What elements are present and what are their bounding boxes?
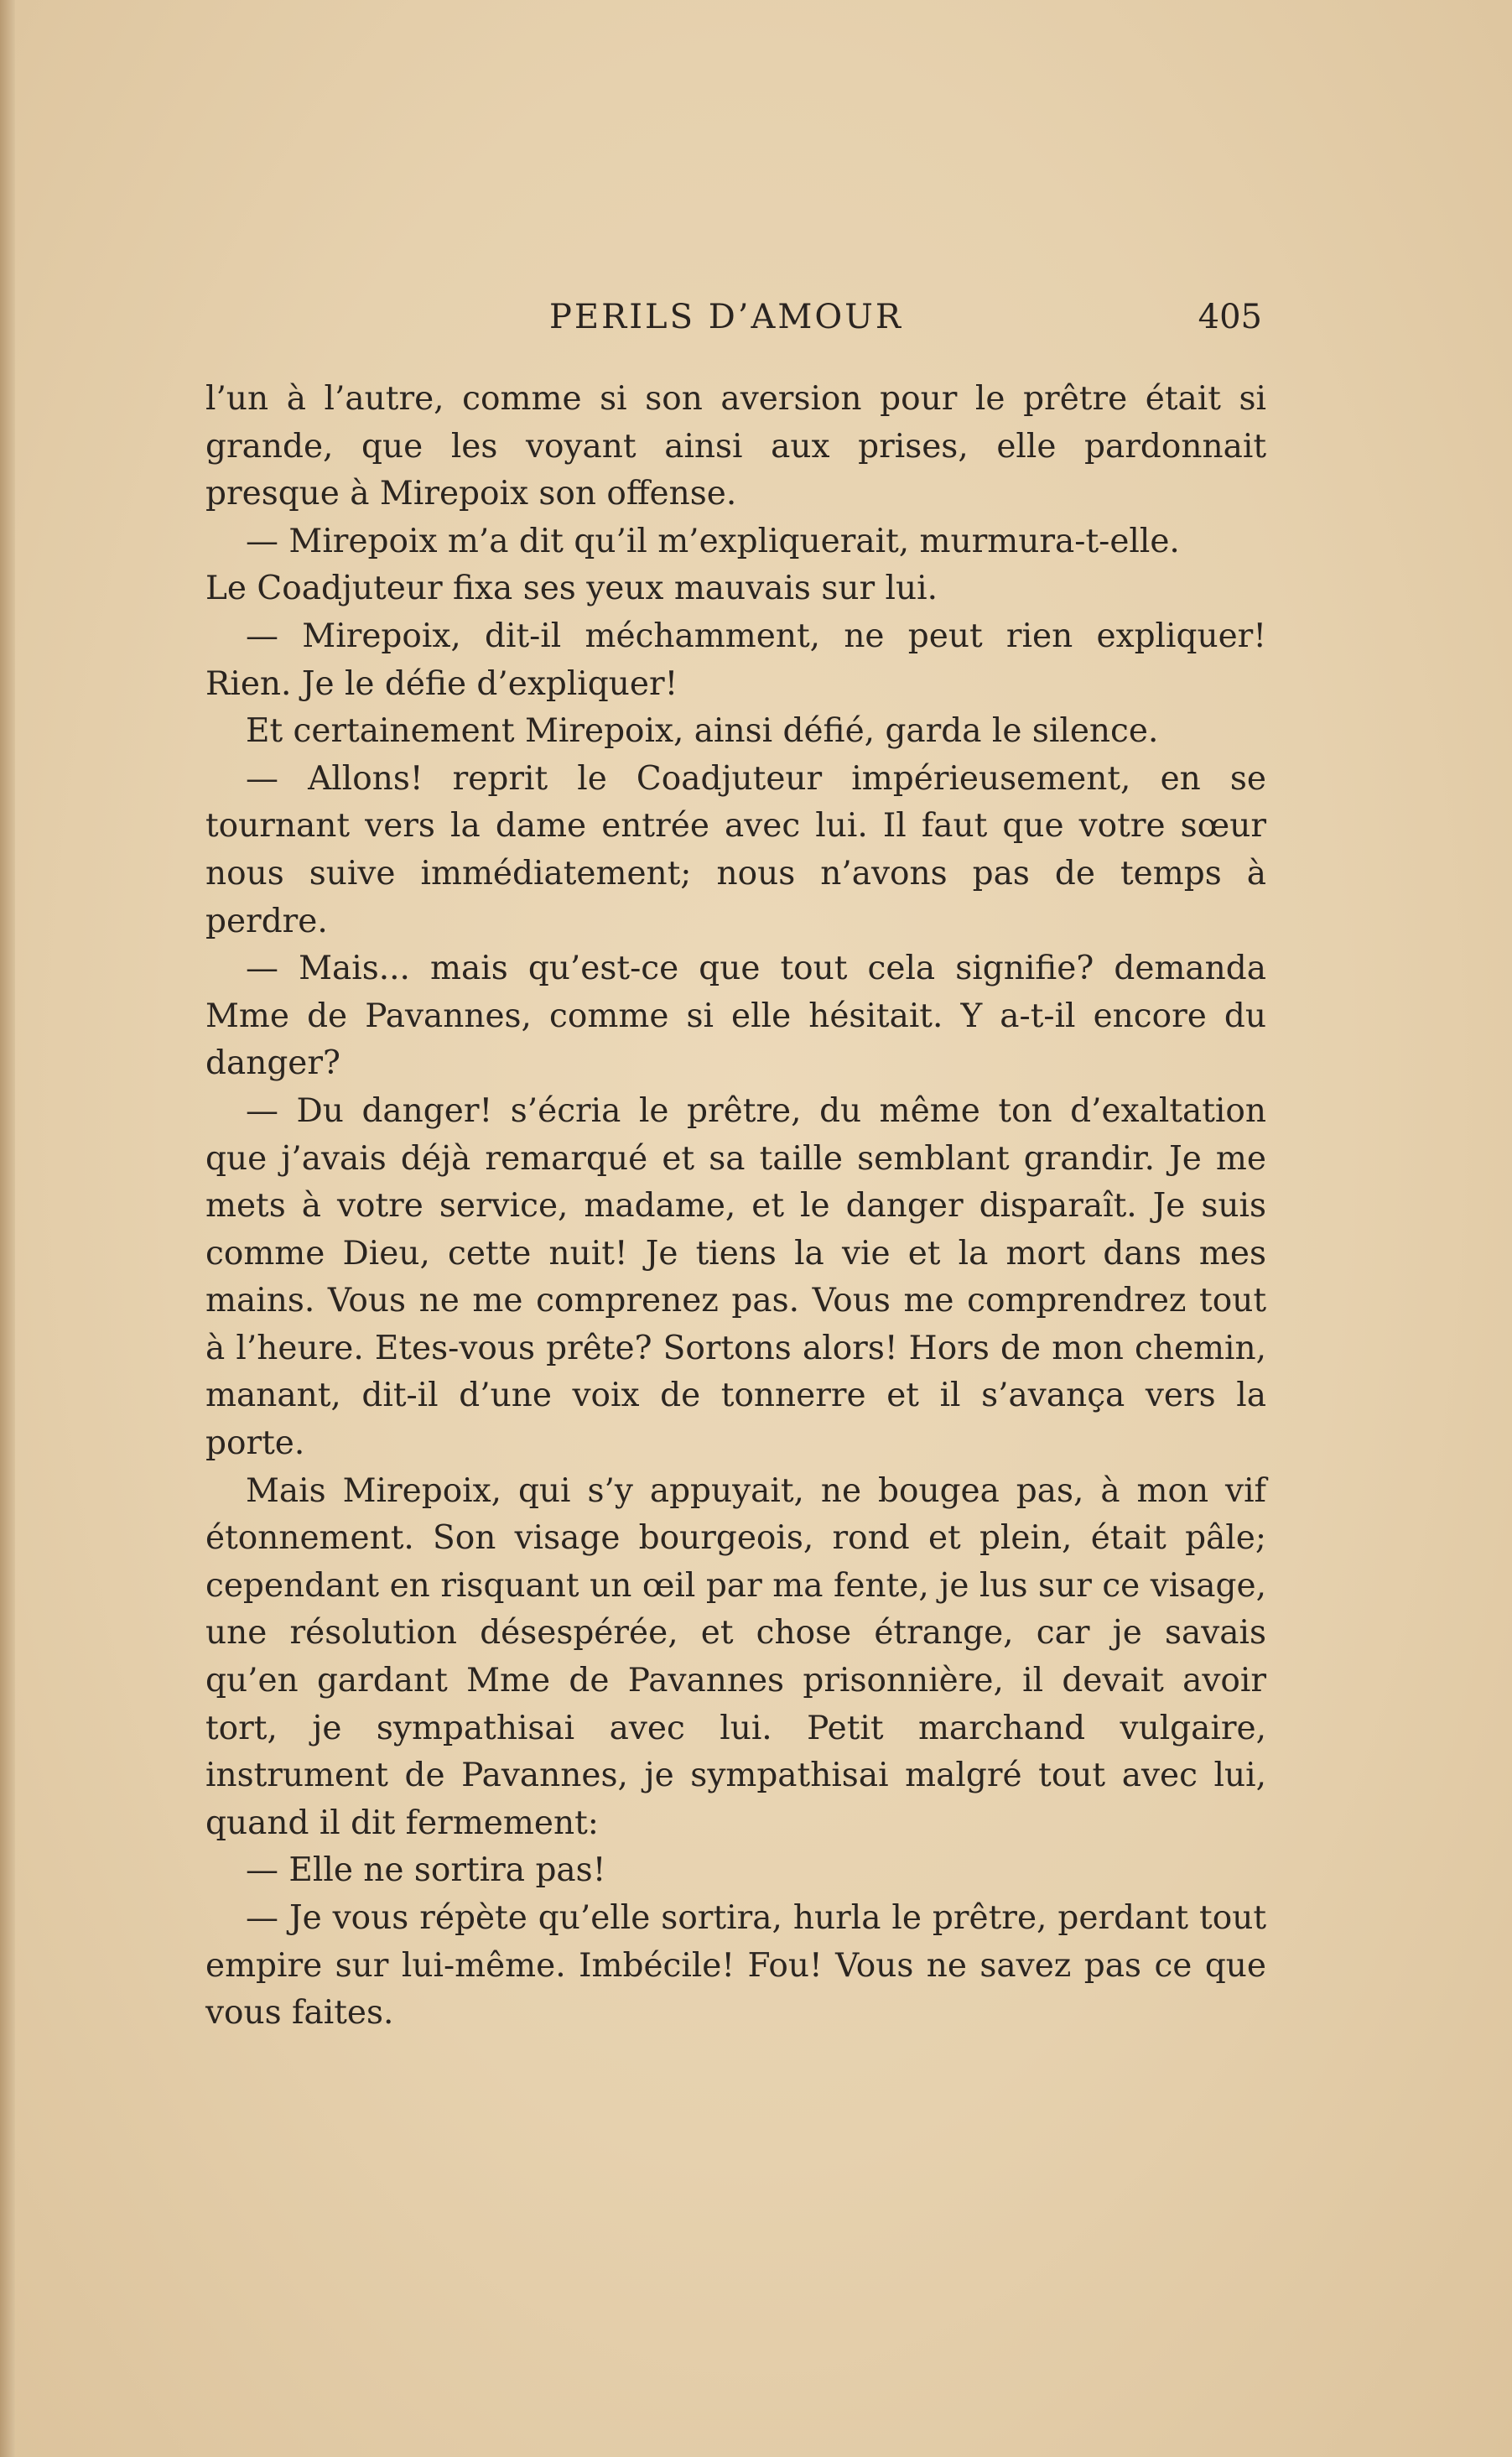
page-gutter [0, 0, 15, 2457]
paragraph: Mais Mirepoix, qui s’y appuyait, ne bougea pas, à mon vif étonnement. Son visage bourgeois, rond et plein, était pâle; cependant en risquant un œil par ma fente, je lus sur ce visage, une résolution désespérée, et chose étrange, car je savais qu’en gardant Mme de Pavannes prisonnière, il devait avoir tort, je sympathisai avec lui. Petit marchand vulgaire, instrument de Pavannes, je sympathisai malgré tout avec lui, quand il dit fermement: [205, 1471, 1266, 1842]
paragraph: — Du danger! s’écria le prêtre, du même ton d’exaltation que j’avais déjà remarqué et sa taille semblant grandir. Je me mets à votre service, madame, et le danger disparaît. Je suis comme Dieu, cette nuit! Je tiens la vie et la mort dans mes mains. Vous ne me comprenez pas. Vous me comprendrez tout à l’heure. Etes-vous prête? Sortons alors! Hors de mon chemin, manant, dit-il d’une voix de tonnerre et il s’avança vers la porte. [205, 1091, 1266, 1463]
paragraph: Et certainement Mirepoix, ainsi défié, garda le silence. [246, 712, 1159, 751]
page-number: 405 [1198, 298, 1262, 336]
running-title: PERILS D’AMOUR [549, 298, 903, 336]
page-header [205, 298, 1262, 348]
paragraph: — Elle ne sortira pas! [246, 1851, 606, 1890]
body-text [205, 376, 1266, 2038]
paragraph: — Je vous répète qu’elle sortira, hurla le prêtre, perdant tout empire sur lui-même. Imbécile! Fou! Vous ne savez pas ce que vous faites. [205, 1899, 1266, 2033]
paragraph: — Mirepoix, dit-il méchamment, ne peut rien expliquer! Rien. Je le défie d’expliquer! [205, 617, 1266, 703]
paragraph: l’un à l’autre, comme si son aversion pour le prêtre était si grande, que les voyant ainsi aux prises, elle pardonnait presque à Mirepoix son offense. [205, 380, 1266, 513]
paragraph: — Mirepoix m’a dit qu’il m’expliquerait, murmura-t-elle. [246, 522, 1180, 560]
paragraph: — Allons! reprit le Coadjuteur impérieusement, en se tournant vers la dame entrée avec lui. Il faut que votre sœur nous suive immédiatement; nous n’avons pas de temps à perdre. [205, 759, 1266, 940]
paragraph: Le Coadjuteur fixa ses yeux mauvais sur lui. [205, 570, 938, 608]
paragraph: — Mais... mais qu’est-ce que tout cela signifie? demanda Mme de Pavannes, comme si elle hésitait. Y a-t-il encore du danger? [205, 950, 1266, 1083]
